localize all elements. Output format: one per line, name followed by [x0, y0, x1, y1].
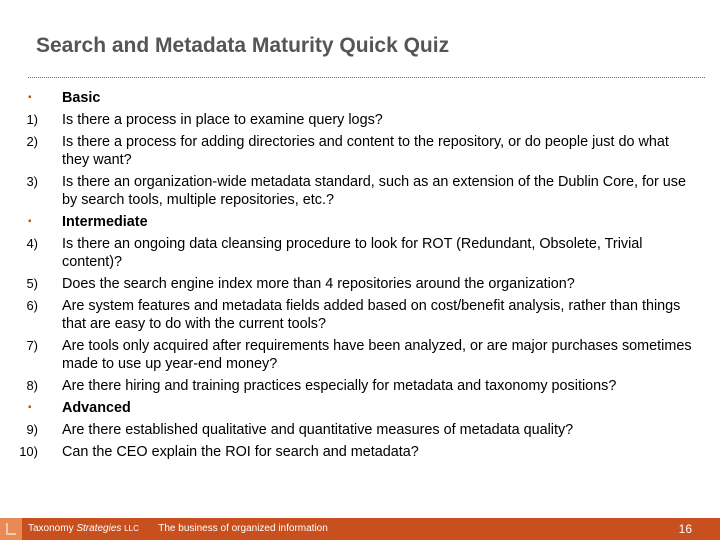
- section-heading: [0, 399, 720, 417]
- question-text: Can the CEO explain the ROI for search and metadata?: [62, 444, 419, 460]
- page-number: 16: [678, 522, 692, 536]
- quiz-question: [0, 337, 720, 373]
- quiz-list: [0, 89, 720, 465]
- bullet-icon: ▪: [28, 402, 32, 413]
- quiz-question: [0, 235, 720, 271]
- question-text: Are there established qualitative and quantitative measures of metadata quality?: [62, 422, 574, 438]
- question-number: 9): [26, 422, 38, 437]
- company-name-main: Taxonomy: [28, 523, 74, 534]
- quiz-question: [0, 133, 720, 169]
- question-number: 3): [26, 174, 38, 189]
- question-number: 6): [26, 298, 38, 313]
- question-number: 4): [26, 236, 38, 251]
- quiz-question: [0, 275, 720, 293]
- question-text: Are system features and metadata fields added based on cost/benefit analysis, rather than things that are easy to do with the current tools?: [62, 298, 681, 332]
- bullet-icon: ▪: [28, 92, 32, 103]
- quiz-question: [0, 377, 720, 395]
- question-text: Are there hiring and training practices especially for metadata and taxonomy positions?: [62, 378, 617, 394]
- quiz-question: [0, 443, 720, 461]
- logo-icon: [0, 518, 22, 540]
- question-text: Are tools only acquired after requirements have been analyzed, or are major purchases sometimes made to use up year-end money?: [62, 338, 692, 372]
- question-text: Does the search engine index more than 4 repositories around the organization?: [62, 276, 575, 292]
- section-label: Intermediate: [62, 214, 148, 230]
- question-number: 1): [26, 112, 38, 127]
- section-label: Advanced: [62, 400, 131, 416]
- section-heading: [0, 89, 720, 107]
- section-label: Basic: [62, 90, 101, 106]
- question-number: 5): [26, 276, 38, 291]
- question-number: 2): [26, 134, 38, 149]
- section-heading: [0, 213, 720, 231]
- footer-text: [28, 523, 328, 534]
- company-name-suffix: LLC: [124, 524, 139, 533]
- question-text: Is there an ongoing data cleansing procedure to look for ROT (Redundant, Obsolete, Trivial content)?: [62, 236, 643, 270]
- question-text: Is there a process in place to examine query logs?: [62, 112, 383, 128]
- question-number: 7): [26, 338, 38, 353]
- quiz-question: [0, 173, 720, 209]
- question-number: 8): [26, 378, 38, 393]
- footer-bar: [0, 518, 720, 540]
- quiz-question: [0, 297, 720, 333]
- slide-title: Search and Metadata Maturity Quick Quiz: [36, 34, 450, 57]
- title-divider: [28, 77, 705, 78]
- footer-tagline: The business of organized information: [158, 523, 328, 534]
- bullet-icon: ▪: [28, 216, 32, 227]
- quiz-question: [0, 421, 720, 439]
- question-text: Is there an organization-wide metadata standard, such as an extension of the Dublin Core, for use by search tools, multiple repositories, etc.?: [62, 174, 686, 208]
- question-text: Is there a process for adding directories and content to the repository, or do people just do what they want?: [62, 134, 669, 168]
- question-number: 10): [19, 444, 38, 459]
- company-name-italic: Strategies: [76, 523, 122, 534]
- quiz-question: [0, 111, 720, 129]
- company-name: [28, 523, 142, 534]
